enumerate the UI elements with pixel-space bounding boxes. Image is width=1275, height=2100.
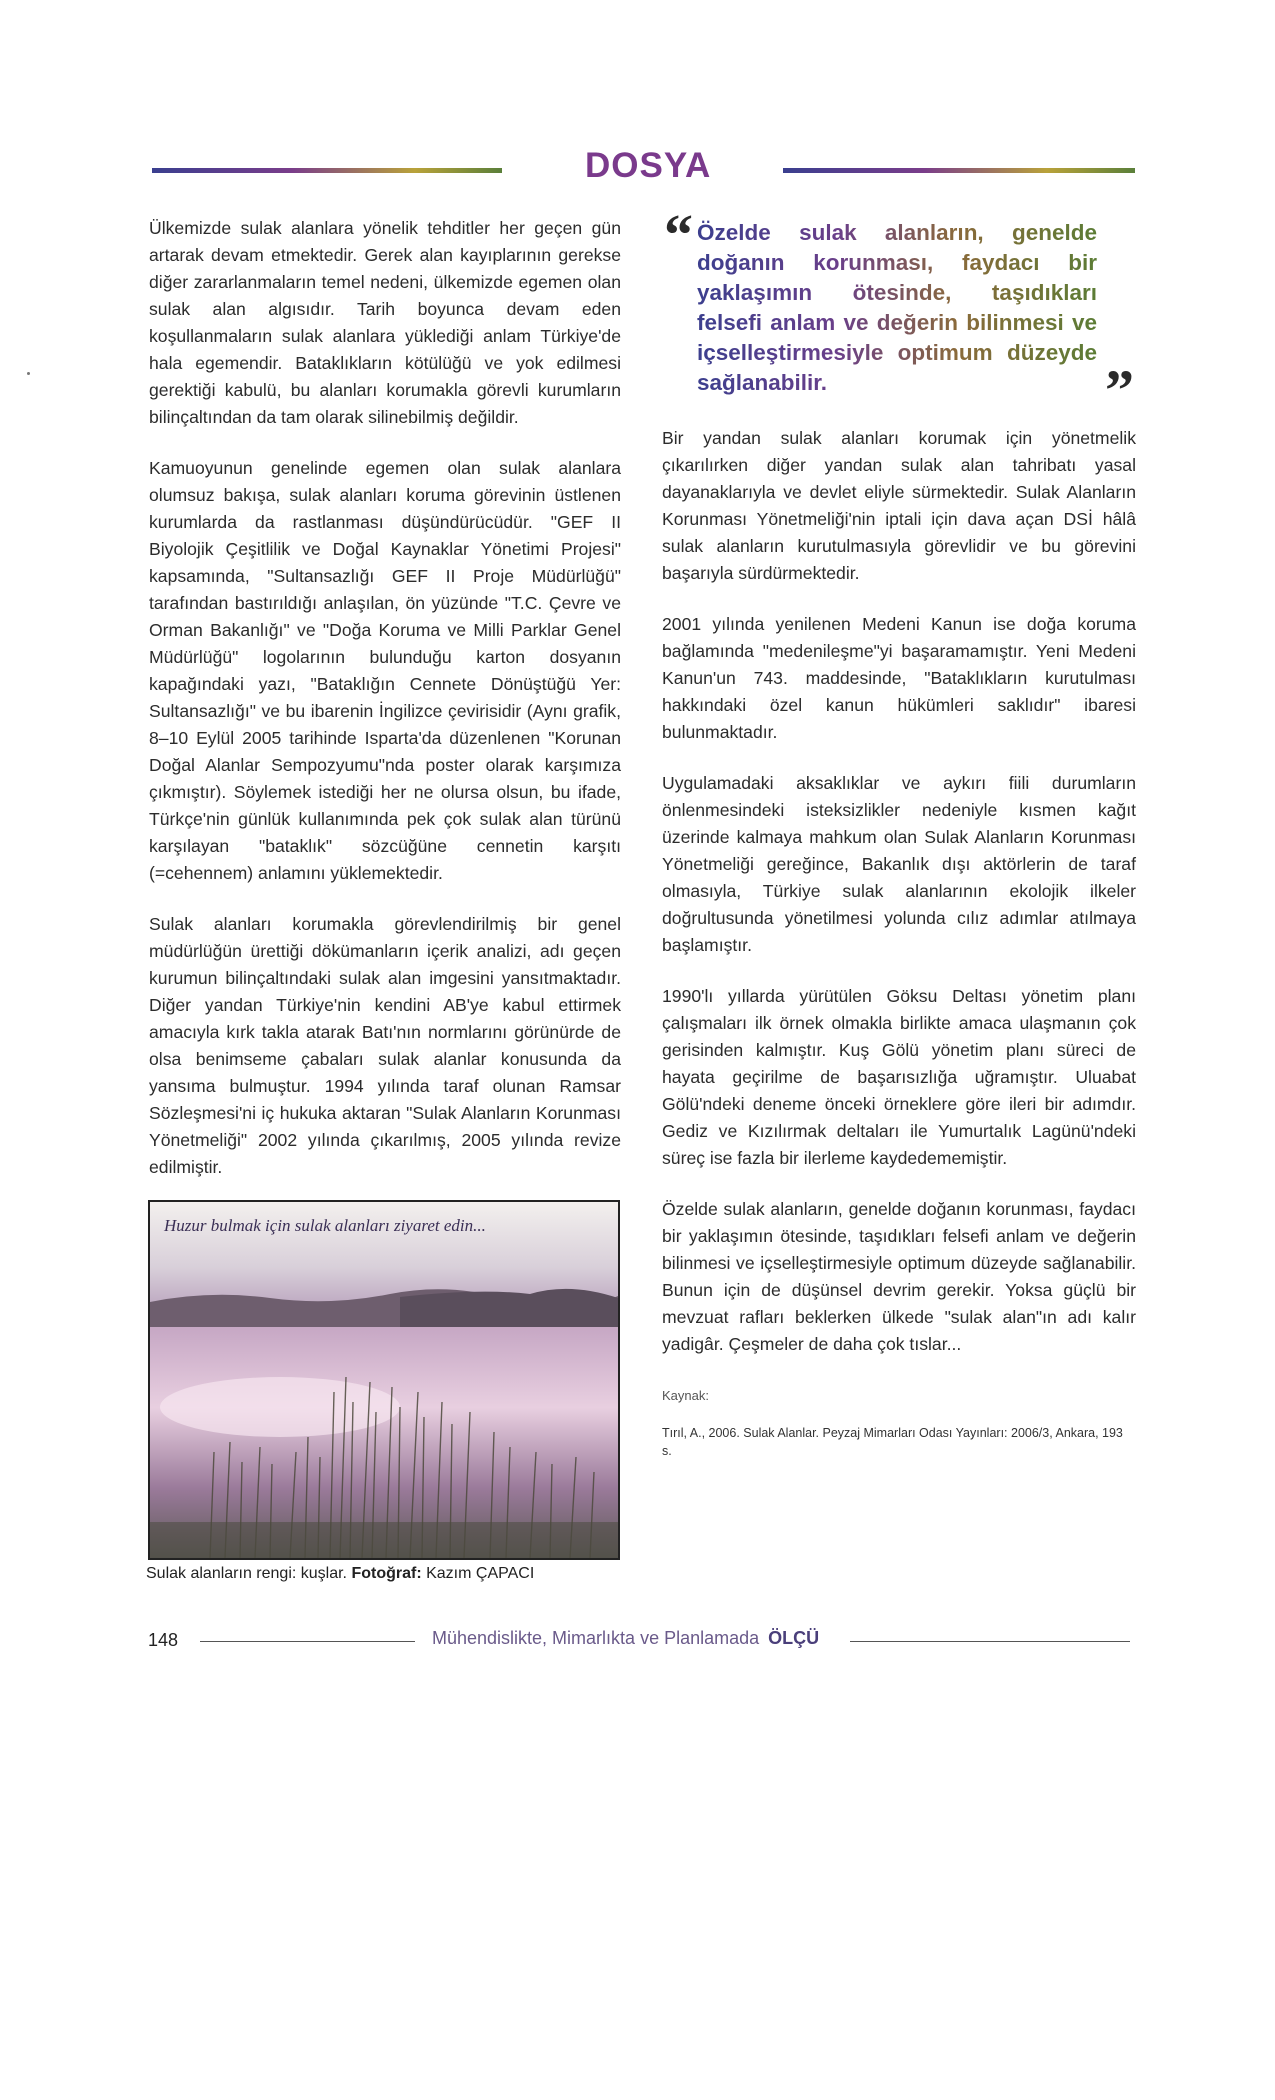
quote-open-mark: “ (664, 202, 693, 267)
paragraph: Ülkemizde sulak alanlara yönelik tehditler her geçen gün artarak devam etmektedir. Gerek alan kayıplarının gerekse diğer zararlanmaların temel nedeni, ülkemizde egemen olan sulak alan algısıdır. Tarih boyunca devam eden koşullanmaların sulak alanlara yüklediği anlam Türkiye'de hala egemendir. Bataklıkların kötülüğü ve yok edilmesi gerektiği kabulü, bu alanları korumakla görevli kurumların bilinçaltından da tam olarak silinebilmiş değildir. (149, 218, 621, 427)
paragraph: Özelde sulak alanların, genelde doğanın korunması, faydacı bir yaklaşımın ötesinde, taşıdıkları felsefi anlam ve değerin bilinmesi ve içselleştirmesiyle optimum düzeyde sağlanabilir. Bunun için de düşünsel devrim gerekir. Yoksa güçlü bir mevzuat rafları beklerken ülkede "sulak alan"ın adı kalır yadigâr. Çeşmeler de daha çok tıslar... (662, 1199, 1136, 1354)
publication-title: Mühendislikte, Mimarlıkta ve Planlamada (432, 1628, 760, 1648)
paragraph: Kamuoyunun genelinde egemen olan sulak alanlara olumsuz bakışa, sulak alanları koruma görevinin üstlenen kurumlarda da rastlanması düşündürücüdür. "GEF II Biyolojik Çeşitlilik ve Doğal Kaynaklar Yönetimi Projesi" kapsamında, "Sultansazlığı GEF II Proje Müdürlüğü" tarafından bastırıldığı anlaşılan, ön yüzünde "T.C. Çevre ve Orman Bakanlığı" ve "Doğa Koruma ve Milli Parklar Genel Müdürlüğü" logolarının bulunduğu karton dosyanın kapağındaki yazı, "Bataklığın Cennete Dönüştüğü Yer: Sultansazlığı" ve bu ibarenin İngilizce çevirisidir (Aynı grafik, 8–10 Eylül 2005 tarihinde Isparta'da düzenlenen "Korunan Doğal Alanlar Sempozyumu"nda poster olarak karşımıza çıkmıştır). Söylemek istediği her ne olursa olsun, bu ifade, Türkçe'nin günlük kullanımında pek çok sulak alan türünü karşılayan "bataklık" sözcüğüne cennetin karşıtı (=cehennem) anlamını yüklemektedir. (149, 458, 621, 883)
right-column (662, 425, 1136, 1382)
header-rule-left (152, 168, 502, 173)
reference-entry: Tırıl, A., 2006. Sulak Alanlar. Peyzaj Mimarları Odası Yayınları: 2006/3, Ankara, 193 s. (662, 1426, 1123, 1458)
section-title: DOSYA (585, 146, 712, 185)
paragraph: 1990'lı yıllarda yürütülen Göksu Deltası yönetim planı çalışmaları ilk örnek olmakla birlikte amaca ulaşmanın çok gerisinden kalmıştır. Kuş Gölü yönetim planı süreci de hayata geçirilme de başarısızlığa uğramıştır. Uluabat Gölü'ndeki deneme önceki örneklere göre ileri bir adımdır. Gediz ve Kızılırmak deltaları ile Yumurtalık Lagünü'ndeki süreç ise fazla bir ilerleme kaydedememiştir. (662, 986, 1136, 1168)
footer-rule-left (200, 1641, 415, 1642)
footer-rule-right (850, 1641, 1130, 1642)
quote-close-mark: ” (1105, 358, 1134, 423)
photo-overlay-text: Huzur bulmak için sulak alanları ziyaret edin... (164, 1216, 486, 1235)
wetland-illustration (150, 1202, 618, 1558)
paragraph: Uygulamadaki aksaklıklar ve aykırı fiili durumların önlenmesindeki isteksizlikler nedeniyle kısmen kağıt üzerinde kalmaya mahkum olan Sulak Alanların Korunması Yönetmeliği gereğince, Bakanlık dışı aktörlerin de taraf olmasıyla, Türkiye sulak alanlarının ekolojik ilkeler doğrultusunda yönetilmesi yolunda cılız adımlar atılmaya başlamıştır. (662, 773, 1136, 955)
paragraph: Bir yandan sulak alanları korumak için yönetmelik çıkarılırken diğer yandan sulak alan tahribatı yasal dayanaklarıyla ve devlet eliyle sürmektedir. Sulak Alanların Korunması Yönetmeliği'nin iptali için dava açan DSİ hâlâ sulak alanların kurutulmasıyla görevlidir ve bu görevini başarıyla sürdürmektedir. (662, 428, 1136, 583)
left-column (149, 215, 621, 1205)
wetland-photo (148, 1200, 620, 1560)
paragraph: 2001 yılında yenilenen Medeni Kanun ise doğa koruma bağlamında "medenileşme"yi başaramamıştır. Yeni Medeni Kanun'un 743. maddesinde, "Bataklıkların kurutulması hakkındaki özel kanun hükümleri saklıdır" ibaresi bulunmaktadır. (662, 614, 1136, 742)
caption-credit-label: Fotoğraf: (351, 1565, 422, 1582)
publication-brand: ÖLÇÜ (768, 1628, 820, 1648)
photo-caption (146, 1565, 534, 1583)
page-number: 148 (148, 1630, 179, 1650)
pull-quote: Özelde sulak alanların, genelde doğanın korunması, faydacı bir yaklaşımın ötesinde, taşıdıkları felsefi anlam ve değerin bilinmesi ve içselleştirmesiyle optimum düzeyde sağlanabilir. (697, 218, 1097, 398)
caption-text: Sulak alanların rengi: kuşlar. (146, 1565, 347, 1582)
references-label: Kaynak: (662, 1388, 709, 1403)
footer-publication (432, 1628, 819, 1649)
scan-speck (27, 372, 30, 375)
paragraph: Sulak alanları korumakla görevlendirilmiş bir genel müdürlüğün ürettiği dökümanların içerik analizi, adı geçen kurumun bilinçaltındaki sulak alan imgesini yansıtmaktadır. Diğer yandan Türkiye'nin kendini AB'ye kabul ettirmek amacıyla kırk takla atarak Batı'nın normlarını görünürde de olsa benimseme çabaları sulak alanlar konusunda da yansıma bulmuştur. 1994 yılında taraf olunan Ramsar Sözleşmesi'ni iç hukuka aktaran "Sulak Alanların Korunması Yönetmeliği" 2002 yılında çıkarılmış, 2005 yılında revize edilmiştir. (149, 914, 621, 1177)
header-rule-right (783, 168, 1135, 173)
caption-credit-name: Kazım ÇAPACI (426, 1565, 535, 1582)
